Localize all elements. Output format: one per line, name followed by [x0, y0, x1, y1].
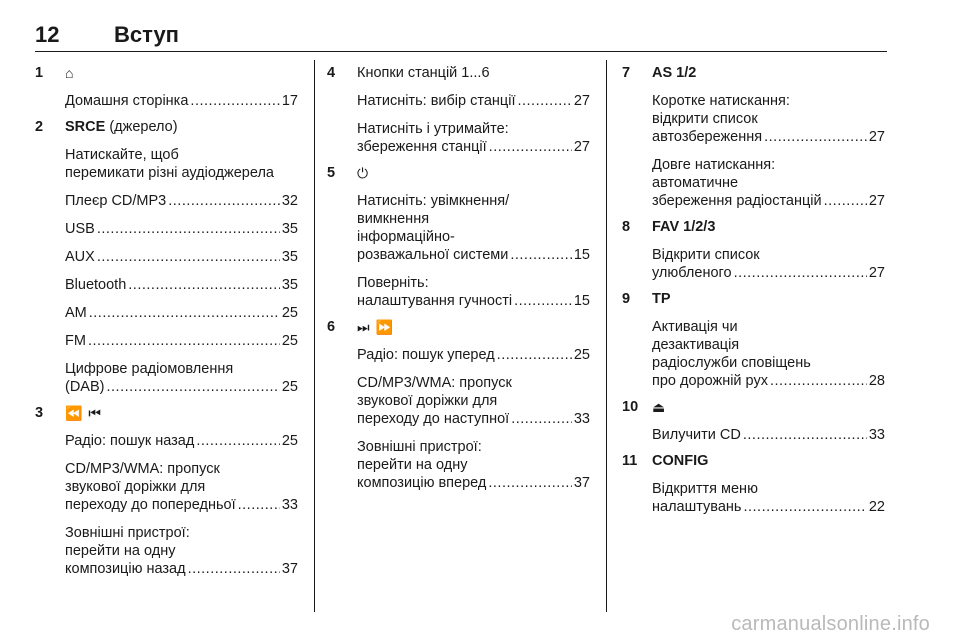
item-text: Натисніть і утримайте: — [357, 121, 509, 137]
item-text: перейти на одну — [65, 543, 176, 559]
control-icon: ⏏ — [652, 399, 667, 415]
item-text: улюбленого — [652, 265, 732, 281]
page-reference: 35 — [281, 249, 298, 265]
entry-head — [622, 214, 885, 236]
entry-item — [357, 92, 590, 110]
item-reference — [357, 346, 590, 364]
item-text: Натисніть: увімкнення/ — [357, 193, 510, 209]
entry-item — [357, 438, 590, 492]
item-text: дезактивація — [652, 337, 740, 353]
entry-number: 3 — [35, 405, 44, 421]
column-2 — [327, 60, 590, 492]
entry-item — [65, 432, 298, 450]
page-reference: 25 — [281, 305, 298, 321]
page-reference: 27 — [573, 93, 590, 109]
dot-leader — [734, 264, 867, 282]
entry-item — [652, 426, 885, 444]
entry-head — [622, 286, 885, 308]
dot-leader — [190, 92, 279, 110]
item-text: переходу до попередньої — [65, 497, 236, 513]
page-reference: 28 — [868, 373, 885, 389]
control-key — [652, 452, 708, 470]
entry-number: 8 — [622, 219, 631, 235]
control-key — [652, 398, 666, 417]
dot-leader — [196, 432, 280, 450]
entry-item — [652, 92, 885, 146]
dot-leader — [106, 378, 279, 396]
header-rule — [35, 51, 887, 52]
page-header — [35, 22, 887, 52]
legend-entry — [327, 314, 590, 492]
item-text: (DAB) — [65, 379, 105, 395]
page-reference: 25 — [281, 379, 298, 395]
entry-item — [357, 274, 590, 310]
item-reference — [65, 432, 298, 450]
item-text: звукової доріжки для — [65, 479, 206, 495]
page-reference: 25 — [573, 347, 590, 363]
entry-item — [65, 192, 298, 210]
entry-number: 4 — [327, 65, 336, 81]
legend-entry — [622, 286, 885, 390]
entry-number: 7 — [622, 65, 631, 81]
control-name: CONFIG — [652, 453, 709, 469]
entry-head — [35, 60, 298, 82]
entry-item — [652, 480, 885, 516]
item-text: CD/MP3/WMA: пропуск — [357, 375, 512, 391]
column-divider — [606, 60, 607, 612]
column-divider — [314, 60, 315, 612]
page-reference: 15 — [573, 293, 590, 309]
dot-leader — [97, 220, 280, 238]
legend-entry — [622, 394, 885, 444]
item-reference — [65, 378, 298, 396]
dot-leader — [88, 332, 280, 350]
page-reference: 15 — [573, 247, 590, 263]
page-reference: 33 — [868, 427, 885, 443]
item-reference — [652, 372, 885, 390]
item-text: Відкриття меню — [652, 481, 758, 497]
entry-item — [65, 332, 298, 350]
entry-number: 10 — [622, 399, 639, 415]
item-text: звукової доріжки для — [357, 393, 498, 409]
item-reference — [652, 426, 885, 444]
item-text: розважальної системи — [357, 247, 509, 263]
item-text: композицію назад — [65, 561, 186, 577]
item-text: Домашня сторінка — [65, 93, 189, 109]
item-text: Bluetooth — [65, 277, 127, 293]
item-text: Зовнішні пристрої: — [65, 525, 190, 541]
item-reference — [652, 498, 885, 516]
entry-item — [65, 92, 298, 110]
control-key — [65, 118, 178, 136]
entry-head — [327, 60, 590, 82]
dot-leader — [489, 138, 572, 156]
control-key — [357, 64, 490, 82]
dot-leader — [488, 474, 571, 492]
dot-leader — [510, 246, 572, 264]
item-text: Натисніть: вибір станції — [357, 93, 516, 109]
item-text: перемикати різні аудіоджерела — [65, 165, 274, 181]
page-reference: 37 — [573, 475, 590, 491]
page-reference: 27 — [868, 193, 885, 209]
dot-leader — [128, 276, 280, 294]
item-reference — [652, 192, 885, 210]
item-text: про дорожній рух — [652, 373, 768, 389]
item-text: збереження станції — [357, 139, 487, 155]
entry-number: 1 — [35, 65, 44, 81]
page-reference: 22 — [868, 499, 885, 515]
item-text: CD/MP3/WMA: пропуск — [65, 461, 220, 477]
page-reference: 25 — [281, 433, 298, 449]
item-text: налаштування гучності — [357, 293, 513, 309]
item-text: Коротке натискання: — [652, 93, 790, 109]
control-icon: ⏻ — [357, 165, 370, 181]
item-text: Довге натискання: — [652, 157, 776, 173]
page-reference: 25 — [281, 333, 298, 349]
entry-item — [65, 248, 298, 266]
page-reference: 37 — [281, 561, 298, 577]
page-reference: 33 — [573, 411, 590, 427]
item-reference — [357, 292, 590, 310]
control-icon: ⏪ ⏮ — [65, 405, 102, 421]
entry-item — [652, 246, 885, 282]
item-reference — [65, 220, 298, 238]
item-reference — [357, 138, 590, 156]
dot-leader — [97, 248, 280, 266]
legend-entry — [35, 114, 298, 396]
page-title: Вступ — [114, 22, 179, 47]
legend-entry — [35, 400, 298, 578]
page-reference: 35 — [281, 277, 298, 293]
entry-head — [622, 60, 885, 82]
item-text: FM — [65, 333, 86, 349]
entry-item — [652, 156, 885, 210]
control-key — [357, 318, 394, 337]
item-text: переходу до наступної — [357, 411, 510, 427]
entry-item — [65, 276, 298, 294]
page-reference: 35 — [281, 221, 298, 237]
item-text: збереження радіостанцій — [652, 193, 822, 209]
control-icon: ⌂ — [65, 65, 75, 81]
page-reference: 32 — [281, 193, 298, 209]
item-text: Радіо: пошук назад — [65, 433, 195, 449]
control-key — [652, 64, 696, 82]
item-reference — [357, 474, 590, 492]
control-name: AS 1/2 — [652, 65, 697, 81]
dot-leader — [517, 92, 571, 110]
item-text: Зовнішні пристрої: — [357, 439, 482, 455]
dot-leader — [89, 304, 280, 322]
item-reference — [652, 128, 885, 146]
item-text: Натискайте, щоб — [65, 147, 179, 163]
page-reference: 27 — [868, 265, 885, 281]
entry-item — [357, 192, 590, 264]
watermark: carmanualsonline.info — [731, 613, 930, 635]
legend-entry — [327, 160, 590, 310]
entry-item — [65, 220, 298, 238]
page-number: 12 — [35, 22, 60, 47]
item-reference — [65, 560, 298, 578]
dot-leader — [497, 346, 572, 364]
item-text: Плеєр CD/MP3 — [65, 193, 167, 209]
item-reference — [65, 304, 298, 322]
item-text: Цифрове радіомовлення — [65, 361, 234, 377]
entry-head — [35, 400, 298, 422]
dot-leader — [764, 128, 867, 146]
entry-item — [357, 346, 590, 364]
legend-entry — [622, 448, 885, 516]
item-text: Відкрити список — [652, 247, 760, 263]
control-name: TP — [652, 291, 671, 307]
item-text: AUX — [65, 249, 95, 265]
item-reference — [652, 264, 885, 282]
control-note: (джерело) — [105, 119, 178, 135]
item-reference — [65, 248, 298, 266]
entry-item — [65, 360, 298, 396]
legend-entry — [622, 60, 885, 210]
item-reference — [357, 410, 590, 428]
column-3 — [622, 60, 885, 516]
item-text: Радіо: пошук уперед — [357, 347, 495, 363]
item-text: USB — [65, 221, 95, 237]
control-key — [357, 164, 369, 183]
page-reference: 17 — [281, 93, 298, 109]
control-key — [65, 64, 74, 83]
entry-item — [65, 146, 298, 182]
item-text: Вилучити CD — [652, 427, 741, 443]
entry-number: 11 — [622, 453, 638, 469]
entry-head — [327, 314, 590, 336]
item-text: перейти на одну — [357, 457, 468, 473]
entry-item — [652, 318, 885, 390]
item-text: AM — [65, 305, 87, 321]
item-text: радіослужби сповіщень — [652, 355, 811, 371]
dot-leader — [743, 426, 867, 444]
dot-leader — [514, 292, 572, 310]
item-reference — [65, 332, 298, 350]
entry-number: 5 — [327, 165, 336, 181]
item-text: композицію вперед — [357, 475, 487, 491]
item-text: відкрити список — [652, 111, 758, 127]
dot-leader — [168, 192, 280, 210]
dot-leader — [770, 372, 867, 390]
dot-leader — [238, 496, 280, 514]
entry-item — [65, 304, 298, 322]
item-reference — [65, 276, 298, 294]
control-name: Кнопки станцій 1...6 — [357, 65, 490, 81]
entry-item — [357, 374, 590, 428]
item-text: Поверніть: — [357, 275, 429, 291]
item-reference — [65, 496, 298, 514]
column-1 — [35, 60, 298, 578]
entry-head — [35, 114, 298, 136]
item-text: Активація чи — [652, 319, 738, 335]
item-text: вимкнення — [357, 211, 430, 227]
control-key — [65, 404, 102, 423]
control-key — [652, 290, 671, 308]
entry-item — [357, 120, 590, 156]
control-name: SRCE — [65, 119, 106, 135]
item-text: автозбереження — [652, 129, 763, 145]
dot-leader — [743, 498, 866, 516]
item-reference — [357, 246, 590, 264]
dot-leader — [511, 410, 572, 428]
page-reference: 27 — [573, 139, 590, 155]
entry-number: 2 — [35, 119, 44, 135]
legend-entry — [622, 214, 885, 282]
entry-number: 6 — [327, 319, 336, 335]
item-reference — [65, 192, 298, 210]
legend-entry — [327, 60, 590, 156]
item-reference — [357, 92, 590, 110]
entry-item — [65, 524, 298, 578]
item-text: інформаційно- — [357, 229, 455, 245]
page-reference: 27 — [868, 129, 885, 145]
entry-head — [327, 160, 590, 182]
dot-leader — [824, 192, 867, 210]
legend-entry — [35, 60, 298, 110]
entry-head — [622, 394, 885, 416]
entry-head — [622, 448, 885, 470]
control-key — [652, 218, 715, 236]
control-name: FAV 1/2/3 — [652, 219, 716, 235]
entry-item — [65, 460, 298, 514]
control-icon: ⏭ ⏩ — [357, 319, 394, 335]
item-reference — [65, 92, 298, 110]
item-text: автоматичне — [652, 175, 739, 191]
entry-number: 9 — [622, 291, 631, 307]
dot-leader — [188, 560, 280, 578]
item-text: налаштувань — [652, 499, 742, 515]
page-reference: 33 — [281, 497, 298, 513]
